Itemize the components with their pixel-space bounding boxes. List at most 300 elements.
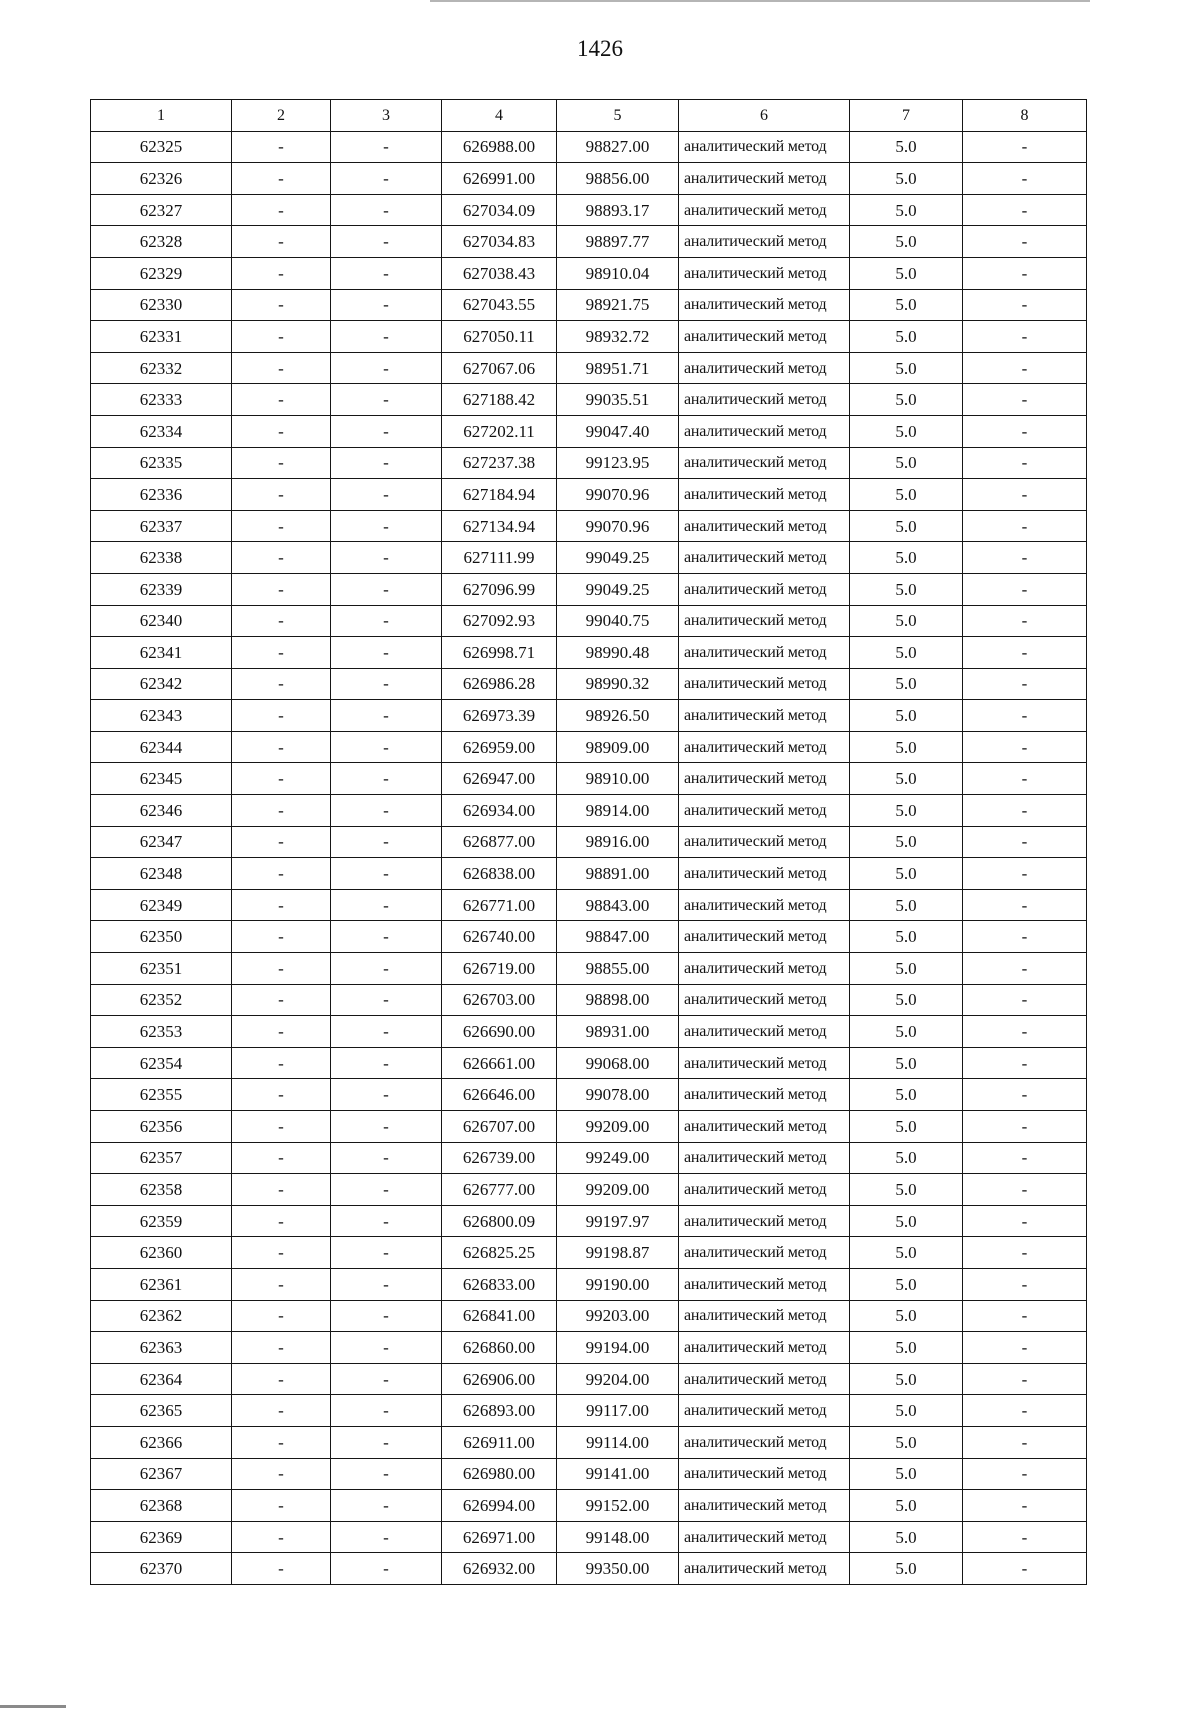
column-2-cell: -: [232, 668, 331, 700]
column-3-cell: -: [331, 668, 442, 700]
accuracy-cell: 5.0: [850, 257, 963, 289]
column-2-cell: -: [232, 889, 331, 921]
x-coordinate-cell: 627043.55: [442, 289, 557, 321]
method-cell: аналитический метод: [679, 637, 850, 669]
table-row: [91, 573, 1087, 605]
accuracy-cell: 5.0: [850, 858, 963, 890]
column-8-cell: -: [963, 921, 1087, 953]
y-coordinate-cell: 98921.75: [557, 289, 679, 321]
table-row: [91, 1237, 1087, 1269]
column-3-cell: -: [331, 163, 442, 195]
y-coordinate-cell: 99114.00: [557, 1426, 679, 1458]
x-coordinate-cell: 627111.99: [442, 542, 557, 574]
point-number-cell: 62325: [91, 131, 232, 163]
method-cell: аналитический метод: [679, 1047, 850, 1079]
column-2-cell: -: [232, 352, 331, 384]
column-8-cell: -: [963, 1458, 1087, 1490]
y-coordinate-cell: 99204.00: [557, 1363, 679, 1395]
accuracy-cell: 5.0: [850, 921, 963, 953]
table-row: [91, 921, 1087, 953]
column-header: 8: [963, 100, 1087, 132]
y-coordinate-cell: 98926.50: [557, 700, 679, 732]
table-row: [91, 1395, 1087, 1427]
column-3-cell: -: [331, 1016, 442, 1048]
y-coordinate-cell: 99070.96: [557, 479, 679, 511]
y-coordinate-cell: 99047.40: [557, 415, 679, 447]
table-row: [91, 1490, 1087, 1522]
column-2-cell: -: [232, 1521, 331, 1553]
column-2-cell: -: [232, 415, 331, 447]
accuracy-cell: 5.0: [850, 795, 963, 827]
method-cell: аналитический метод: [679, 289, 850, 321]
x-coordinate-cell: 626703.00: [442, 984, 557, 1016]
table-row: [91, 953, 1087, 985]
x-coordinate-cell: 626980.00: [442, 1458, 557, 1490]
column-8-cell: -: [963, 1079, 1087, 1111]
accuracy-cell: 5.0: [850, 889, 963, 921]
method-cell: аналитический метод: [679, 1079, 850, 1111]
point-number-cell: 62346: [91, 795, 232, 827]
method-cell: аналитический метод: [679, 510, 850, 542]
column-3-cell: -: [331, 1142, 442, 1174]
point-number-cell: 62328: [91, 226, 232, 258]
column-2-cell: -: [232, 1490, 331, 1522]
point-number-cell: 62367: [91, 1458, 232, 1490]
table-row: [91, 889, 1087, 921]
method-cell: аналитический метод: [679, 984, 850, 1016]
column-3-cell: -: [331, 1426, 442, 1458]
accuracy-cell: 5.0: [850, 1426, 963, 1458]
table-row: [91, 700, 1087, 732]
table-row: [91, 1363, 1087, 1395]
method-cell: аналитический метод: [679, 1521, 850, 1553]
y-coordinate-cell: 99035.51: [557, 384, 679, 416]
column-8-cell: -: [963, 1268, 1087, 1300]
column-3-cell: -: [331, 763, 442, 795]
column-3-cell: -: [331, 542, 442, 574]
point-number-cell: 62352: [91, 984, 232, 1016]
column-8-cell: -: [963, 1174, 1087, 1206]
column-2-cell: -: [232, 510, 331, 542]
accuracy-cell: 5.0: [850, 1521, 963, 1553]
method-cell: аналитический метод: [679, 1300, 850, 1332]
accuracy-cell: 5.0: [850, 605, 963, 637]
column-2-cell: -: [232, 605, 331, 637]
column-8-cell: -: [963, 352, 1087, 384]
column-8-cell: -: [963, 194, 1087, 226]
method-cell: аналитический метод: [679, 1363, 850, 1395]
accuracy-cell: 5.0: [850, 384, 963, 416]
x-coordinate-cell: 626771.00: [442, 889, 557, 921]
column-8-cell: -: [963, 826, 1087, 858]
x-coordinate-cell: 626906.00: [442, 1363, 557, 1395]
point-number-cell: 62360: [91, 1237, 232, 1269]
table-row: [91, 479, 1087, 511]
column-2-cell: -: [232, 447, 331, 479]
column-2-cell: -: [232, 637, 331, 669]
accuracy-cell: 5.0: [850, 542, 963, 574]
point-number-cell: 62336: [91, 479, 232, 511]
column-8-cell: -: [963, 1300, 1087, 1332]
accuracy-cell: 5.0: [850, 1174, 963, 1206]
accuracy-cell: 5.0: [850, 700, 963, 732]
y-coordinate-cell: 98916.00: [557, 826, 679, 858]
y-coordinate-cell: 99194.00: [557, 1332, 679, 1364]
accuracy-cell: 5.0: [850, 826, 963, 858]
point-number-cell: 62343: [91, 700, 232, 732]
table-row: [91, 858, 1087, 890]
x-coordinate-cell: 627067.06: [442, 352, 557, 384]
table-row: [91, 731, 1087, 763]
method-cell: аналитический метод: [679, 1490, 850, 1522]
column-2-cell: -: [232, 1300, 331, 1332]
column-2-cell: -: [232, 1016, 331, 1048]
table-row: [91, 1016, 1087, 1048]
column-8-cell: -: [963, 1395, 1087, 1427]
column-3-cell: -: [331, 921, 442, 953]
column-header: 6: [679, 100, 850, 132]
table-row: [91, 1300, 1087, 1332]
point-number-cell: 62342: [91, 668, 232, 700]
table-body: [91, 131, 1087, 1584]
y-coordinate-cell: 98843.00: [557, 889, 679, 921]
column-8-cell: -: [963, 1553, 1087, 1585]
accuracy-cell: 5.0: [850, 1395, 963, 1427]
table-row: [91, 795, 1087, 827]
column-2-cell: -: [232, 1079, 331, 1111]
column-2-cell: -: [232, 226, 331, 258]
table-row: [91, 131, 1087, 163]
point-number-cell: 62329: [91, 257, 232, 289]
accuracy-cell: 5.0: [850, 731, 963, 763]
method-cell: аналитический метод: [679, 479, 850, 511]
column-header: 2: [232, 100, 331, 132]
accuracy-cell: 5.0: [850, 352, 963, 384]
method-cell: аналитический метод: [679, 763, 850, 795]
y-coordinate-cell: 99078.00: [557, 1079, 679, 1111]
table-row: [91, 384, 1087, 416]
point-number-cell: 62357: [91, 1142, 232, 1174]
column-3-cell: -: [331, 257, 442, 289]
x-coordinate-cell: 627188.42: [442, 384, 557, 416]
point-number-cell: 62326: [91, 163, 232, 195]
method-cell: аналитический метод: [679, 1205, 850, 1237]
column-2-cell: -: [232, 1174, 331, 1206]
column-8-cell: -: [963, 415, 1087, 447]
y-coordinate-cell: 98891.00: [557, 858, 679, 890]
column-3-cell: -: [331, 194, 442, 226]
y-coordinate-cell: 98990.48: [557, 637, 679, 669]
table-row: [91, 1142, 1087, 1174]
column-3-cell: -: [331, 637, 442, 669]
method-cell: аналитический метод: [679, 257, 850, 289]
x-coordinate-cell: 627050.11: [442, 321, 557, 353]
column-3-cell: -: [331, 953, 442, 985]
accuracy-cell: 5.0: [850, 1553, 963, 1585]
accuracy-cell: 5.0: [850, 131, 963, 163]
point-number-cell: 62366: [91, 1426, 232, 1458]
method-cell: аналитический метод: [679, 953, 850, 985]
table-row: [91, 510, 1087, 542]
y-coordinate-cell: 98910.00: [557, 763, 679, 795]
accuracy-cell: 5.0: [850, 668, 963, 700]
column-3-cell: -: [331, 1174, 442, 1206]
point-number-cell: 62363: [91, 1332, 232, 1364]
column-2-cell: -: [232, 194, 331, 226]
column-3-cell: -: [331, 1363, 442, 1395]
x-coordinate-cell: 626860.00: [442, 1332, 557, 1364]
x-coordinate-cell: 626934.00: [442, 795, 557, 827]
accuracy-cell: 5.0: [850, 1458, 963, 1490]
y-coordinate-cell: 99350.00: [557, 1553, 679, 1585]
column-8-cell: -: [963, 953, 1087, 985]
column-3-cell: -: [331, 384, 442, 416]
column-3-cell: -: [331, 1458, 442, 1490]
x-coordinate-cell: 627034.83: [442, 226, 557, 258]
accuracy-cell: 5.0: [850, 163, 963, 195]
column-3-cell: -: [331, 415, 442, 447]
method-cell: аналитический метод: [679, 858, 850, 890]
table-row: [91, 163, 1087, 195]
column-8-cell: -: [963, 226, 1087, 258]
method-cell: аналитический метод: [679, 384, 850, 416]
x-coordinate-cell: 627038.43: [442, 257, 557, 289]
table-row: [91, 1205, 1087, 1237]
y-coordinate-cell: 98827.00: [557, 131, 679, 163]
x-coordinate-cell: 626893.00: [442, 1395, 557, 1427]
x-coordinate-cell: 626973.39: [442, 700, 557, 732]
column-2-cell: -: [232, 131, 331, 163]
x-coordinate-cell: 626838.00: [442, 858, 557, 890]
point-number-cell: 62335: [91, 447, 232, 479]
x-coordinate-cell: 627096.99: [442, 573, 557, 605]
accuracy-cell: 5.0: [850, 226, 963, 258]
column-8-cell: -: [963, 668, 1087, 700]
column-3-cell: -: [331, 321, 442, 353]
column-3-cell: -: [331, 889, 442, 921]
column-3-cell: -: [331, 447, 442, 479]
column-2-cell: -: [232, 921, 331, 953]
x-coordinate-cell: 626988.00: [442, 131, 557, 163]
table-row: [91, 226, 1087, 258]
x-coordinate-cell: 626800.09: [442, 1205, 557, 1237]
point-number-cell: 62333: [91, 384, 232, 416]
accuracy-cell: 5.0: [850, 1490, 963, 1522]
column-8-cell: -: [963, 763, 1087, 795]
column-3-cell: -: [331, 1205, 442, 1237]
table-row: [91, 668, 1087, 700]
y-coordinate-cell: 99197.97: [557, 1205, 679, 1237]
column-2-cell: -: [232, 984, 331, 1016]
method-cell: аналитический метод: [679, 1395, 850, 1427]
column-8-cell: -: [963, 1205, 1087, 1237]
column-header: 4: [442, 100, 557, 132]
method-cell: аналитический метод: [679, 1111, 850, 1143]
table-row: [91, 1458, 1087, 1490]
y-coordinate-cell: 98990.32: [557, 668, 679, 700]
y-coordinate-cell: 99203.00: [557, 1300, 679, 1332]
table-row: [91, 1079, 1087, 1111]
column-3-cell: -: [331, 731, 442, 763]
x-coordinate-cell: 626739.00: [442, 1142, 557, 1174]
column-2-cell: -: [232, 700, 331, 732]
column-8-cell: -: [963, 637, 1087, 669]
column-8-cell: -: [963, 984, 1087, 1016]
x-coordinate-cell: 626959.00: [442, 731, 557, 763]
column-8-cell: -: [963, 542, 1087, 574]
y-coordinate-cell: 99152.00: [557, 1490, 679, 1522]
y-coordinate-cell: 99249.00: [557, 1142, 679, 1174]
column-2-cell: -: [232, 479, 331, 511]
x-coordinate-cell: 626707.00: [442, 1111, 557, 1143]
column-3-cell: -: [331, 605, 442, 637]
column-2-cell: -: [232, 1111, 331, 1143]
point-number-cell: 62327: [91, 194, 232, 226]
method-cell: аналитический метод: [679, 131, 850, 163]
accuracy-cell: 5.0: [850, 1363, 963, 1395]
accuracy-cell: 5.0: [850, 953, 963, 985]
method-cell: аналитический метод: [679, 1268, 850, 1300]
table-row: [91, 763, 1087, 795]
method-cell: аналитический метод: [679, 1142, 850, 1174]
column-8-cell: -: [963, 1237, 1087, 1269]
column-2-cell: -: [232, 1142, 331, 1174]
column-header: 7: [850, 100, 963, 132]
y-coordinate-cell: 98893.17: [557, 194, 679, 226]
x-coordinate-cell: 626646.00: [442, 1079, 557, 1111]
column-8-cell: -: [963, 1142, 1087, 1174]
accuracy-cell: 5.0: [850, 1111, 963, 1143]
accuracy-cell: 5.0: [850, 573, 963, 605]
accuracy-cell: 5.0: [850, 1300, 963, 1332]
method-cell: аналитический метод: [679, 1332, 850, 1364]
method-cell: аналитический метод: [679, 447, 850, 479]
column-8-cell: -: [963, 731, 1087, 763]
x-coordinate-cell: 626841.00: [442, 1300, 557, 1332]
column-8-cell: -: [963, 858, 1087, 890]
y-coordinate-cell: 98932.72: [557, 321, 679, 353]
y-coordinate-cell: 99070.96: [557, 510, 679, 542]
page-number: 1426: [577, 36, 623, 61]
accuracy-cell: 5.0: [850, 1047, 963, 1079]
table-row: [91, 1111, 1087, 1143]
point-number-cell: 62330: [91, 289, 232, 321]
table-row: [91, 542, 1087, 574]
method-cell: аналитический метод: [679, 826, 850, 858]
column-2-cell: -: [232, 1332, 331, 1364]
method-cell: аналитический метод: [679, 1174, 850, 1206]
method-cell: аналитический метод: [679, 226, 850, 258]
table-row: [91, 415, 1087, 447]
accuracy-cell: 5.0: [850, 637, 963, 669]
y-coordinate-cell: 99198.87: [557, 1237, 679, 1269]
x-coordinate-cell: 626911.00: [442, 1426, 557, 1458]
column-8-cell: -: [963, 384, 1087, 416]
y-coordinate-cell: 98931.00: [557, 1016, 679, 1048]
column-8-cell: -: [963, 1111, 1087, 1143]
accuracy-cell: 5.0: [850, 447, 963, 479]
point-number-cell: 62370: [91, 1553, 232, 1585]
point-number-cell: 62369: [91, 1521, 232, 1553]
table-row: [91, 289, 1087, 321]
y-coordinate-cell: 99209.00: [557, 1174, 679, 1206]
x-coordinate-cell: 627034.09: [442, 194, 557, 226]
column-2-cell: -: [232, 858, 331, 890]
x-coordinate-cell: 626719.00: [442, 953, 557, 985]
method-cell: аналитический метод: [679, 731, 850, 763]
y-coordinate-cell: 99123.95: [557, 447, 679, 479]
point-number-cell: 62349: [91, 889, 232, 921]
accuracy-cell: 5.0: [850, 510, 963, 542]
y-coordinate-cell: 99148.00: [557, 1521, 679, 1553]
method-cell: аналитический метод: [679, 889, 850, 921]
column-3-cell: -: [331, 826, 442, 858]
point-number-cell: 62351: [91, 953, 232, 985]
column-2-cell: -: [232, 795, 331, 827]
x-coordinate-cell: 626932.00: [442, 1553, 557, 1585]
y-coordinate-cell: 98951.71: [557, 352, 679, 384]
table-row: [91, 1426, 1087, 1458]
y-coordinate-cell: 98847.00: [557, 921, 679, 953]
point-number-cell: 62361: [91, 1268, 232, 1300]
y-coordinate-cell: 99049.25: [557, 573, 679, 605]
column-2-cell: -: [232, 1363, 331, 1395]
column-2-cell: -: [232, 826, 331, 858]
point-number-cell: 62355: [91, 1079, 232, 1111]
x-coordinate-cell: 627184.94: [442, 479, 557, 511]
column-3-cell: -: [331, 1237, 442, 1269]
column-3-cell: -: [331, 1332, 442, 1364]
method-cell: аналитический метод: [679, 1016, 850, 1048]
point-number-cell: 62331: [91, 321, 232, 353]
accuracy-cell: 5.0: [850, 1016, 963, 1048]
column-3-cell: -: [331, 510, 442, 542]
method-cell: аналитический метод: [679, 605, 850, 637]
table-row: [91, 605, 1087, 637]
accuracy-cell: 5.0: [850, 321, 963, 353]
column-8-cell: -: [963, 479, 1087, 511]
column-3-cell: -: [331, 1300, 442, 1332]
point-number-cell: 62341: [91, 637, 232, 669]
method-cell: аналитический метод: [679, 1237, 850, 1269]
point-number-cell: 62359: [91, 1205, 232, 1237]
table-row: [91, 447, 1087, 479]
column-2-cell: -: [232, 289, 331, 321]
point-number-cell: 62362: [91, 1300, 232, 1332]
x-coordinate-cell: 627092.93: [442, 605, 557, 637]
point-number-cell: 62340: [91, 605, 232, 637]
column-3-cell: -: [331, 795, 442, 827]
column-2-cell: -: [232, 1426, 331, 1458]
column-3-cell: -: [331, 1079, 442, 1111]
column-2-cell: -: [232, 1268, 331, 1300]
table-row: [91, 637, 1087, 669]
method-cell: аналитический метод: [679, 921, 850, 953]
point-number-cell: 62345: [91, 763, 232, 795]
column-8-cell: -: [963, 1521, 1087, 1553]
table-row: [91, 826, 1087, 858]
x-coordinate-cell: 626877.00: [442, 826, 557, 858]
x-coordinate-cell: 627237.38: [442, 447, 557, 479]
table-row: [91, 194, 1087, 226]
table-row: [91, 1174, 1087, 1206]
accuracy-cell: 5.0: [850, 1079, 963, 1111]
column-8-cell: -: [963, 573, 1087, 605]
column-3-cell: -: [331, 226, 442, 258]
accuracy-cell: 5.0: [850, 415, 963, 447]
accuracy-cell: 5.0: [850, 1332, 963, 1364]
method-cell: аналитический метод: [679, 1553, 850, 1585]
